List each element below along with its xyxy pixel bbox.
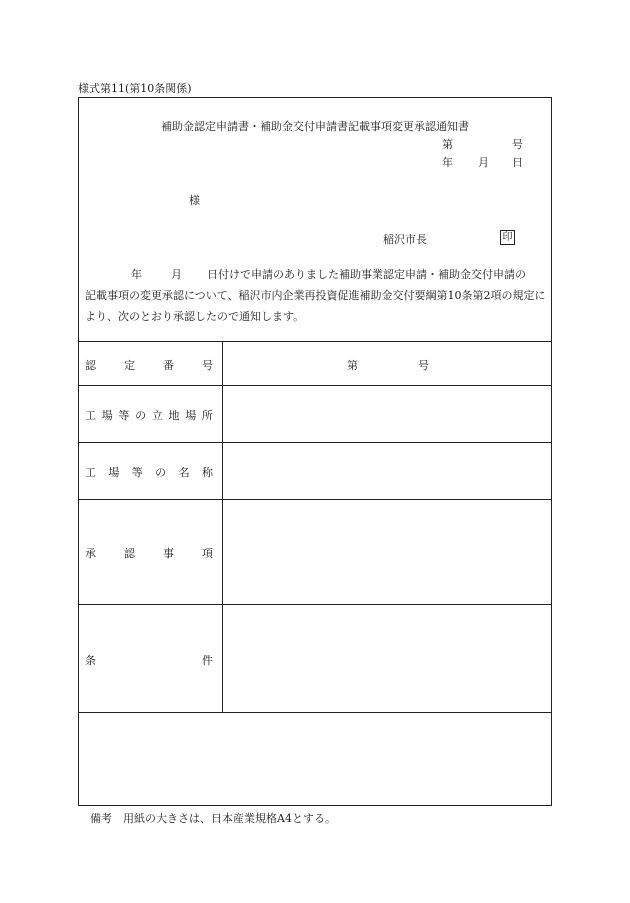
date-day: 日	[512, 156, 523, 169]
table-row-label: 条 件	[85, 654, 213, 667]
table-row-label: 認 定 番 号	[85, 359, 213, 372]
row-divider	[79, 499, 551, 500]
approval-number-suffix: 号	[418, 359, 429, 372]
notice-number-prefix: 第	[442, 138, 453, 151]
body-rest: 記載事項の変更承認について、稲沢市内企業再投資促進補助金交付要綱第10条第2項の規定により、次のとおり承認したので通知します。	[85, 289, 546, 323]
body-line-1: 日付けで申請のありました補助事業認定申請・補助金交付申請の	[207, 268, 526, 281]
table-row-label: 承 認 事 項	[85, 547, 213, 560]
notice-number-suffix: 号	[512, 138, 523, 151]
column-divider	[222, 341, 223, 712]
table-top-border	[79, 341, 551, 342]
notice-form	[78, 97, 552, 806]
form-number-label: 様式第11(第10条関係)	[78, 82, 192, 95]
table-row-label: 工 場 等 の 立 地 場 所	[85, 409, 213, 422]
addressee-suffix: 様	[189, 194, 200, 207]
row-divider	[79, 712, 551, 713]
table-row-label: 工 場 等 の 名 称	[85, 466, 213, 479]
footer-note: 備考 用紙の大きさは、日本産業規格A4とする。	[90, 812, 336, 825]
notice-title: 補助金認定申請書・補助金交付申請書記載事項変更承認通知書	[161, 120, 469, 133]
seal-mark: 印	[500, 230, 515, 245]
row-divider	[79, 385, 551, 386]
body-year: 年	[131, 268, 142, 281]
date-year: 年	[442, 156, 453, 169]
date-month: 月	[478, 156, 489, 169]
row-divider	[79, 442, 551, 443]
body-month: 月	[171, 268, 182, 281]
issuer-name: 稲沢市長	[383, 233, 427, 246]
notice-body	[85, 264, 547, 327]
approval-number-prefix: 第	[347, 359, 358, 372]
row-divider	[79, 604, 551, 605]
